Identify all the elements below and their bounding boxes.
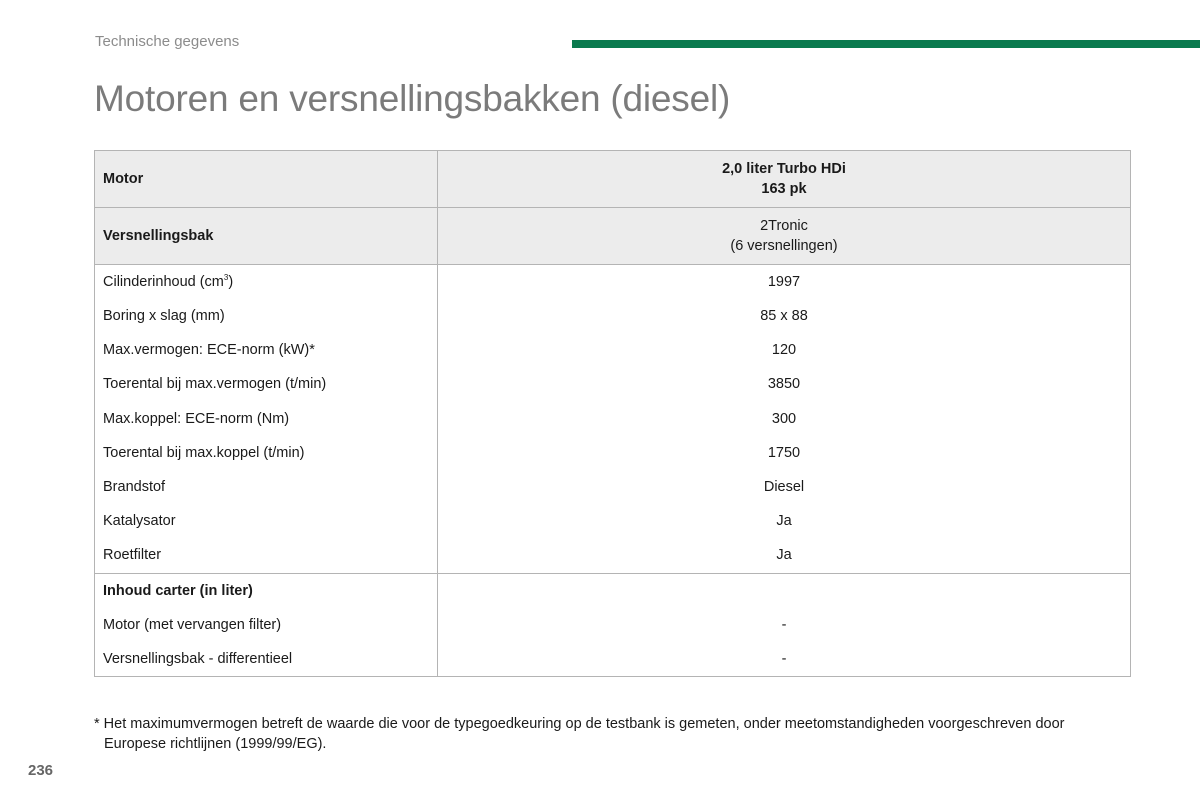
- row-label-superscript: 3: [223, 273, 229, 282]
- motor-value-line1: 2,0 liter Turbo HDi: [722, 161, 846, 177]
- row-value: 120: [438, 333, 1131, 367]
- row-label: [95, 265, 438, 300]
- row-value: -: [438, 642, 1131, 677]
- page-number: 236: [28, 762, 54, 779]
- row-label-tail: ): [228, 274, 234, 290]
- header-accent-bar: [572, 40, 1200, 48]
- row-label: Toerental bij max.vermogen (t/min): [95, 367, 438, 401]
- row-value: Ja: [438, 538, 1131, 573]
- row-value: 1997: [438, 265, 1131, 300]
- row-label: Versnellingsbak - differentieel: [95, 642, 438, 677]
- table-header-gearbox: [95, 208, 1131, 265]
- oil-group-title-row: [95, 573, 1131, 608]
- footnote: [94, 714, 1144, 754]
- row-value: 1750: [438, 436, 1131, 470]
- row-value: 3850: [438, 367, 1131, 401]
- table-header-motor: [95, 151, 1131, 208]
- row-value: -: [438, 608, 1131, 642]
- table-row: [95, 608, 1131, 642]
- engine-spec-table: [94, 150, 1131, 677]
- gearbox-value-line2: (6 versnellingen): [730, 238, 838, 254]
- table-row: [95, 299, 1131, 333]
- row-label: Max.vermogen: ECE-norm (kW)*: [95, 333, 438, 367]
- motor-label: Motor: [95, 151, 438, 208]
- table-row: [95, 333, 1131, 367]
- gearbox-label: Versnellingsbak: [95, 208, 438, 265]
- motor-value: [438, 151, 1131, 208]
- table-row: [95, 402, 1131, 436]
- table-row: [95, 504, 1131, 538]
- row-label: Toerental bij max.koppel (t/min): [95, 436, 438, 470]
- table-row: [95, 642, 1131, 677]
- row-label-main: Cilinderinhoud (cm: [103, 274, 224, 290]
- gearbox-value: [438, 208, 1131, 265]
- table-row: [95, 367, 1131, 401]
- row-value: Ja: [438, 504, 1131, 538]
- row-value: Diesel: [438, 470, 1131, 504]
- row-label: Brandstof: [95, 470, 438, 504]
- gearbox-value-line1: 2Tronic: [760, 218, 808, 234]
- table-row: [95, 538, 1131, 573]
- row-label: Katalysator: [95, 504, 438, 538]
- table-row: [95, 265, 1131, 300]
- row-label: Boring x slag (mm): [95, 299, 438, 333]
- page-title: Motoren en versnellingsbakken (diesel): [94, 78, 731, 119]
- oil-group-title-value: [438, 573, 1131, 608]
- table-row: [95, 436, 1131, 470]
- table-row: [95, 470, 1131, 504]
- motor-value-line2: 163 pk: [761, 181, 807, 197]
- oil-group-title: Inhoud carter (in liter): [95, 573, 438, 608]
- section-label: Technische gegevens: [95, 33, 240, 50]
- footnote-line2: Europese richtlijnen (1999/99/EG).: [104, 736, 327, 752]
- row-label: Roetfilter: [95, 538, 438, 573]
- row-label: Max.koppel: ECE-norm (Nm): [95, 402, 438, 436]
- row-label: Motor (met vervangen filter): [95, 608, 438, 642]
- row-value: 300: [438, 402, 1131, 436]
- row-value: 85 x 88: [438, 299, 1131, 333]
- footnote-line1: * Het maximumvermogen betreft de waarde die voor de typegoedkeuring op de testbank is gemeten, onder meetomstandigheden voorgeschreven door: [94, 716, 1065, 732]
